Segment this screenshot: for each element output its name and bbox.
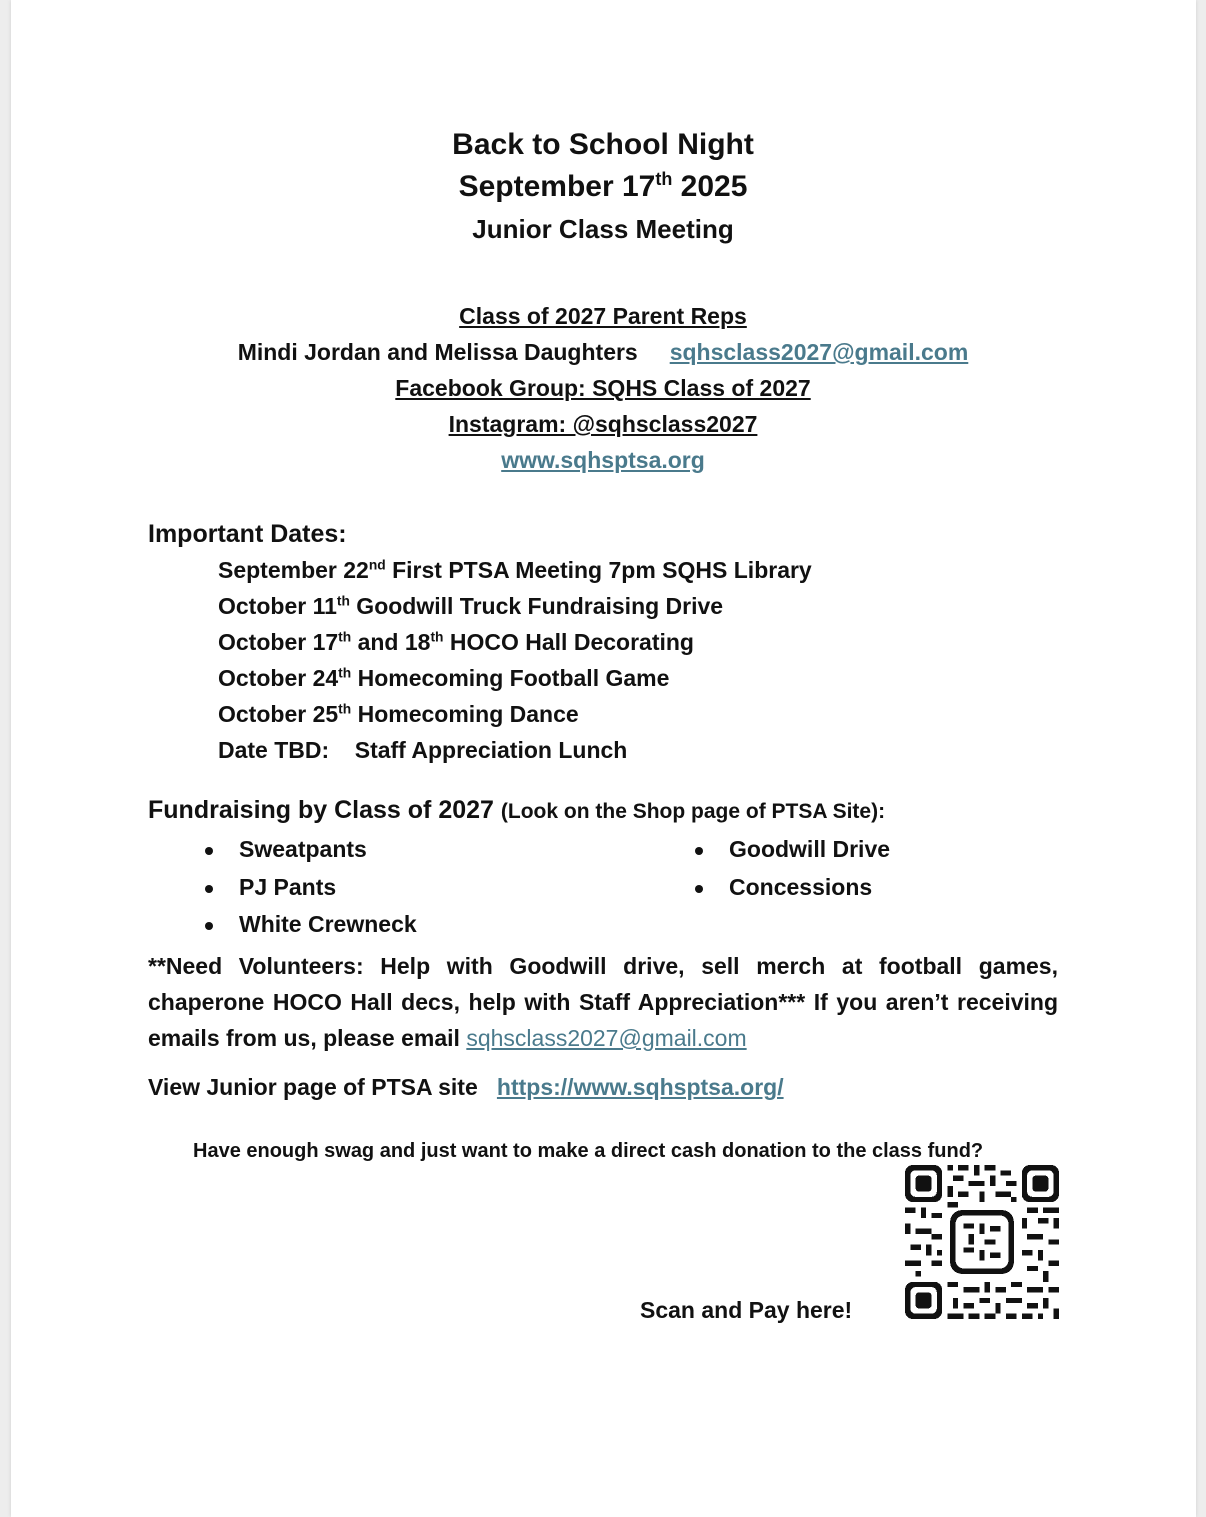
list-item: Goodwill Drive (729, 836, 890, 863)
ptsa-site-link[interactable]: https://www.sqhsptsa.org/ (496, 1074, 784, 1100)
date-item: October 17th and 18th HOCO Hall Decorating (218, 629, 694, 655)
donation-question: Have enough swag and just want to make a direct cash donation to the class fund? (193, 1140, 984, 1162)
date-item: October 24th Homecoming Football Game (218, 665, 670, 691)
list-item: PJ Pants (239, 874, 336, 901)
reps-names: Mindi Jordan and Melissa Daughters (237, 339, 638, 365)
meeting-subtitle: Junior Class Meeting (472, 214, 734, 244)
date-item: October 11th Goodwill Truck Fundraising Drive (218, 593, 724, 619)
volunteers-paragraph: **Need Volunteers: Help with Goodwill drive, sell merch at football games, chaperone HOCO Hall decs, help with Staff Appreciation*** If you aren’t receiving emails from us, please email sqhsclass2027@gmail.com (148, 953, 1058, 1051)
list-item: Sweatpants (239, 836, 367, 863)
fundraising-heading: Fundraising by Class of 2027 (Look on the Shop page of PTSA Site): (148, 796, 886, 824)
qr-code-icon[interactable] (905, 1165, 1059, 1319)
bullet-icon (205, 847, 213, 855)
date-item: Date TBD: Staff Appreciation Lunch (218, 737, 628, 763)
date-item: September 22nd First PTSA Meeting 7pm SQHS Library (218, 557, 812, 583)
bullet-icon (695, 885, 703, 893)
bullet-icon (205, 922, 213, 930)
reps-heading: Class of 2027 Parent Reps (459, 303, 747, 329)
bullet-icon (205, 885, 213, 893)
scan-pay-label: Scan and Pay here! (640, 1297, 853, 1323)
bullet-icon (695, 847, 703, 855)
volunteers-email-link[interactable]: sqhsclass2027@gmail.com (466, 1025, 747, 1051)
list-item: White Crewneck (239, 911, 417, 938)
website-link[interactable]: www.sqhsptsa.org (501, 447, 705, 473)
page-title: Back to School Night (452, 128, 754, 161)
date-item: October 25th Homecoming Dance (218, 701, 579, 727)
reps-contact-line (0, 339, 1206, 366)
list-item: Concessions (729, 874, 872, 901)
event-date: September 17th 2025 (458, 169, 748, 203)
reps-email-link[interactable]: sqhsclass2027@gmail.com (669, 339, 969, 365)
website-line (0, 447, 1206, 474)
junior-page-line: View Junior page of PTSA site https://www.sqhsptsa.org/ (148, 1074, 784, 1100)
instagram-handle: Instagram: @sqhsclass2027 (448, 411, 758, 437)
dates-heading: Important Dates: (148, 520, 347, 548)
fundraising-note: (Look on the Shop page of PTSA Site): (500, 800, 886, 823)
facebook-group: Facebook Group: SQHS Class of 2027 (395, 375, 811, 401)
